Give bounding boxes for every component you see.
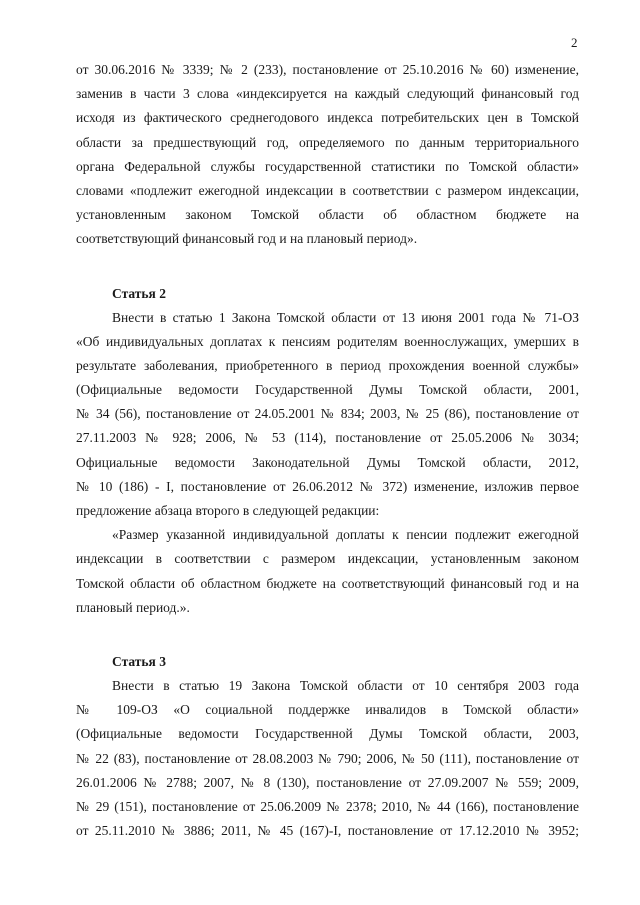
text-line: установленным законом Томской области об областном бюджете на xyxy=(76,207,579,223)
text-line: Внести в статью 19 Закона Томской области от 10 сентября 2003 года xyxy=(112,677,579,693)
text-line: Внести в статью 1 Закона Томской области от 13 июня 2001 года № 71-ОЗ xyxy=(112,309,579,325)
document-body xyxy=(76,58,579,843)
text-line: № 22 (83), постановление от 28.08.2003 № 790; 2006, № 50 (111), постановление от xyxy=(76,750,579,766)
text-line: № 29 (151), постановление от 25.06.2009 № 2378; 2010, № 44 (166), постановление xyxy=(76,798,579,814)
text-line: плановый период.». xyxy=(76,599,190,615)
text-line: соответствующий финансовый год и на плановый период». xyxy=(76,231,418,247)
article-2 xyxy=(76,282,579,620)
text-line: 26.01.2006 № 2788; 2007, № 8 (130), постановление от 27.09.2007 № 559; 2009, xyxy=(76,774,579,790)
article-3-paragraph-1 xyxy=(76,674,579,843)
text-line: № 10 (186) - I, постановление от 26.06.2012 № 372) изменение, изложив первое xyxy=(76,478,579,494)
article-2-paragraph-1 xyxy=(76,306,579,524)
page-number: 2 xyxy=(571,35,578,50)
text-line: результате заболевания, приобретенного в период прохождения военной службы» xyxy=(76,357,579,373)
article-3 xyxy=(76,650,579,843)
text-line: заменив в части 3 слова «индексируется на каждый следующий финансовый год xyxy=(76,86,579,102)
text-line: исходя из фактического среднегодового индекса потребительских цен в Томской xyxy=(76,110,579,126)
text-line: предложение абзаца второго в следующей редакции: xyxy=(76,503,380,518)
text-line: Томской области об областном бюджете на соответствующий финансовый год и на xyxy=(76,575,579,591)
text-line: (Официальные ведомости Государственной Думы Томской области, 2003, xyxy=(76,726,579,742)
text-line: органа Федеральной службы государственной статистики по Томской области» xyxy=(76,158,579,174)
text-line: № 109-ОЗ «О социальной поддержке инвалидов в Томской области» xyxy=(76,702,579,718)
text-line: «Размер указанной индивидуальной доплаты к пенсии подлежит ежегодной xyxy=(112,527,579,543)
text-line: (Официальные ведомости Государственной Думы Томской области, 2001, xyxy=(76,382,579,398)
article-heading: Статья 2 xyxy=(112,285,166,301)
text-line: индексации в соответствии с размером индексации, установленным законом xyxy=(76,551,579,567)
text-line: Официальные ведомости Законодательной Думы Томской области, 2012, xyxy=(76,454,579,470)
text-line: 27.11.2003 № 928; 2006, № 53 (114), постановление от 25.05.2006 № 3034; xyxy=(76,430,579,446)
intro-paragraph xyxy=(76,58,579,252)
text-line: от 25.11.2010 № 3886; 2011, № 45 (167)-I, постановление от 17.12.2010 № 3952; xyxy=(76,823,579,839)
text-line: «Об индивидуальных доплатах к пенсиям родителям военнослужащих, умерших в xyxy=(76,333,579,349)
article-2-paragraph-2 xyxy=(76,523,579,620)
text-line: № 34 (56), постановление от 24.05.2001 № 834; 2003, № 25 (86), постановление от xyxy=(76,406,579,422)
article-heading: Статья 3 xyxy=(112,653,166,669)
text-line: от 30.06.2016 № 3339; № 2 (233), постановление от 25.10.2016 № 60) изменение, xyxy=(76,62,579,77)
text-line: области за предшествующий год, определяемого по данным территориального xyxy=(76,134,579,150)
text-line: словами «подлежит ежегодной индексации в соответствии с размером индексации, xyxy=(76,182,579,198)
